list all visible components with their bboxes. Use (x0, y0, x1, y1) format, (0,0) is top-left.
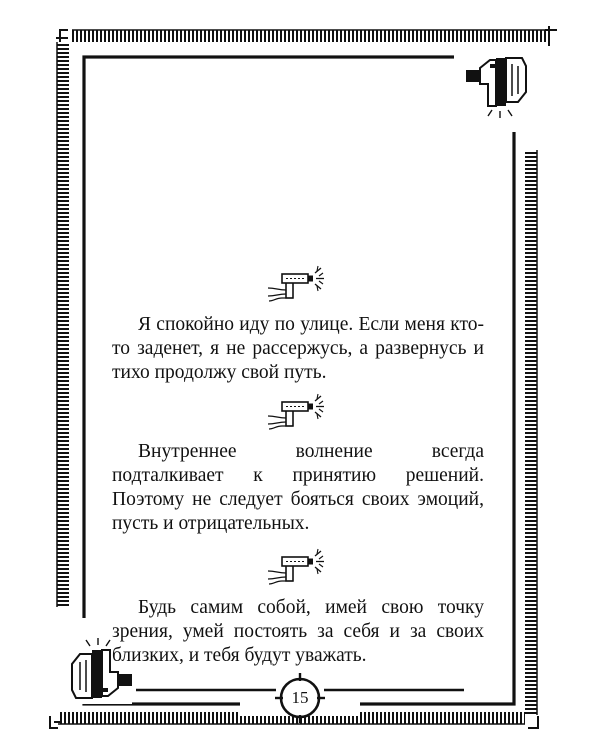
paragraph-calm: Я спокойно иду по улице. Если меня кто-то заденет, я не рассержусь, а развернусь и тихо продолжу свой путь. (112, 314, 484, 383)
raygun-icon (268, 394, 324, 429)
paragraph-emotions: Внутреннее волнение всегда подталкивает к принятию решений. Поэтому не следует бояться своих эмоций, пусть и отрицательных. (112, 441, 484, 534)
frame-top-hatch (72, 30, 547, 42)
frame-left-hatch (57, 42, 69, 607)
page-number: 15 (291, 688, 309, 707)
paragraph-be-yourself: Будь самим собой, имей свою точку зрения, умей постоять за себя и за своих близких, и тебя будут уважать. (112, 597, 484, 666)
raygun-icon (268, 266, 324, 301)
raygun-icon (268, 549, 324, 584)
frame-right-hatch (525, 150, 537, 715)
